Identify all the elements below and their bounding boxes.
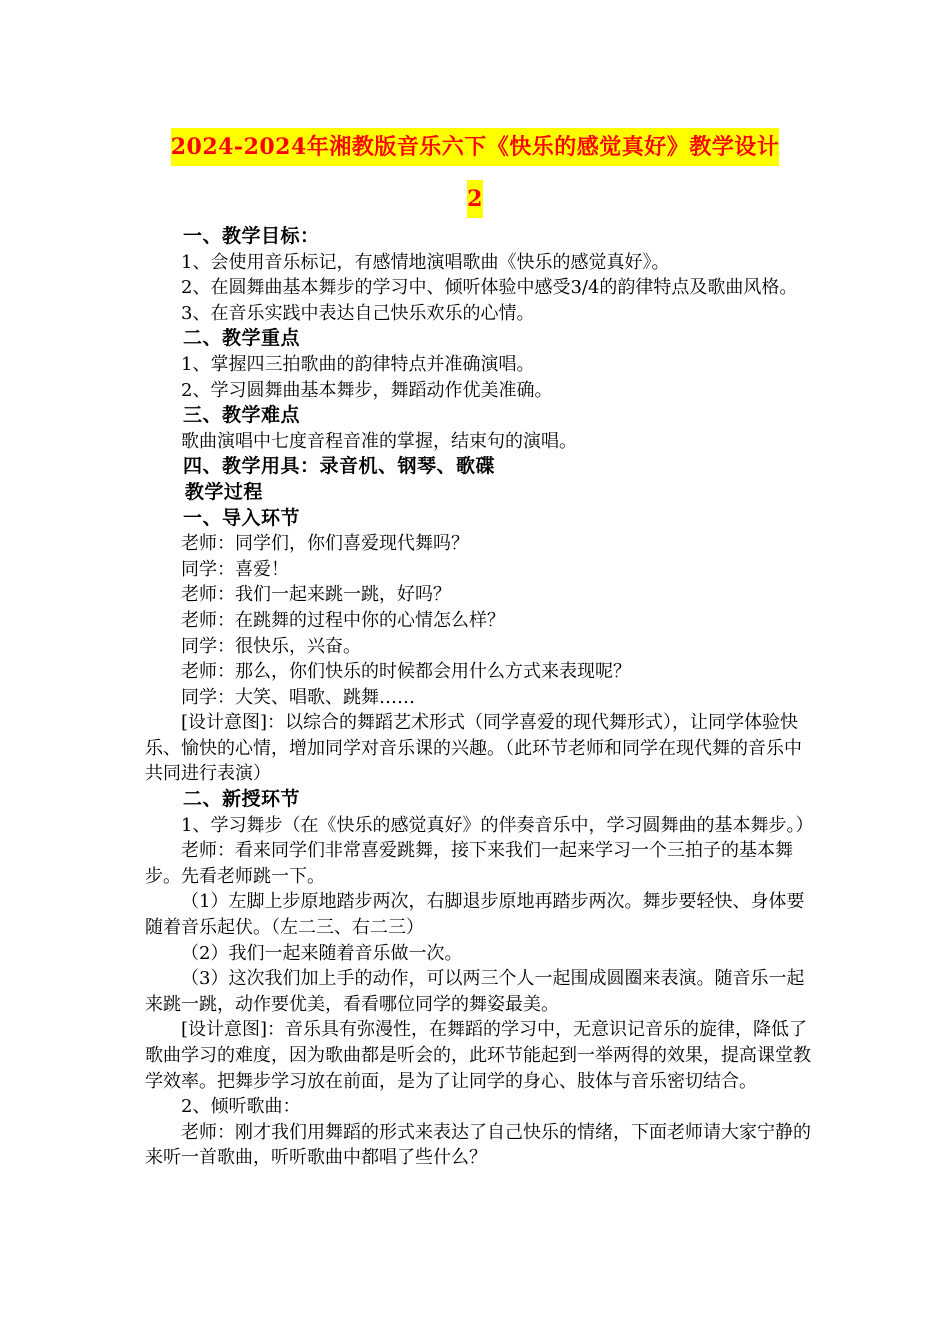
body-paragraph: 老师：在跳舞的过程中你的心情怎么样？: [181, 609, 505, 631]
body-paragraph: 同学：喜爱！: [181, 558, 289, 580]
section-heading: 二、新授环节: [183, 788, 301, 811]
section-heading: 四、教学用具：录音机、钢琴、歌碟: [183, 455, 496, 478]
body-paragraph: 2、在圆舞曲基本舞步的学习中、倾听体验中感受3/4的韵律特点及歌曲风格。: [181, 277, 798, 299]
body-paragraph: 同学：很快乐，兴奋。: [181, 635, 361, 657]
section-heading: 三、教学难点: [183, 404, 301, 427]
body-paragraph: 2、学习圆舞曲基本舞步，舞蹈动作优美准确。: [181, 379, 553, 401]
title-line-1: 2024-2024年湘教版音乐六下《快乐的感觉真好》教学设计: [171, 128, 780, 166]
body-paragraph: （3）这次我们加上手的动作，可以两三个人一起围成圆圈来表演。随音乐一起来跳一跳，动作要优美，看看哪位同学的舞姿最美。: [145, 968, 805, 1015]
body-paragraph: 老师：同学们，你们喜爱现代舞吗？: [181, 533, 469, 555]
section-heading: 二、教学重点: [183, 327, 301, 350]
body-paragraph: 老师：那么，你们快乐的时候都会用什么方式来表现呢？: [181, 661, 631, 683]
body-paragraph: 老师：看来同学们非常喜爱跳舞，接下来我们一起来学习一个三拍子的基本舞步。先看老师跳一下。: [145, 840, 793, 887]
body-paragraph: 老师：我们一起来跳一跳，好吗？: [181, 584, 451, 606]
body-paragraph: 1、会使用音乐标记，有感情地演唱歌曲《快乐的感觉真好》。: [181, 251, 670, 273]
body-paragraph: （2）我们一起来随着音乐做一次。: [181, 942, 463, 964]
document-title: [0, 128, 950, 218]
body-paragraph: [设计意图]：音乐具有弥漫性，在舞蹈的学习中，无意识记音乐的旋律，降低了歌曲学习的难度，因为歌曲都是听会的，此环节能起到一举两得的效果，提高课堂教学效率。把舞步学习放在前面，是为了让同学的身心、肢体与音乐密切结合。: [145, 1019, 811, 1092]
body-paragraph: 2、倾听歌曲：: [181, 1096, 301, 1118]
document-body: [145, 224, 815, 1171]
section-heading: 一、导入环节: [183, 506, 301, 529]
title-line-2: 2: [467, 180, 483, 218]
body-paragraph: 歌曲演唱中七度音程音准的掌握，结束句的演唱。: [181, 430, 577, 452]
body-paragraph: 老师：刚才我们用舞蹈的形式来表达了自己快乐的情绪，下面老师请大家宁静的来听一首歌曲，听听歌曲中都唱了些什么？: [145, 1121, 811, 1169]
body-paragraph: （1）左脚上步原地踏步两次，右脚退步原地再踏步两次。舞步要轻快、身体要随着音乐起伏。（左二三、右二三）: [145, 891, 805, 939]
section-heading: 一、教学目标：: [183, 225, 320, 247]
section-heading: 教学过程: [184, 480, 263, 503]
body-paragraph: [设计意图]：以综合的舞蹈艺术形式（同学喜爱的现代舞形式），让同学体验快乐、愉快的心情，增加同学对音乐课的兴趣。（此环节老师和同学在现代舞的音乐中共同进行表演）: [145, 712, 802, 785]
body-paragraph: 3、在音乐实践中表达自己快乐欢乐的心情。: [181, 302, 535, 324]
body-paragraph: 1、掌握四三拍歌曲的韵律特点并准确演唱。: [181, 353, 535, 375]
body-paragraph: 同学：大笑、唱歌、跳舞……: [181, 686, 415, 708]
body-paragraph: 1、学习舞步（在《快乐的感觉真好》的伴奏音乐中，学习圆舞曲的基本舞步。）: [181, 814, 814, 836]
